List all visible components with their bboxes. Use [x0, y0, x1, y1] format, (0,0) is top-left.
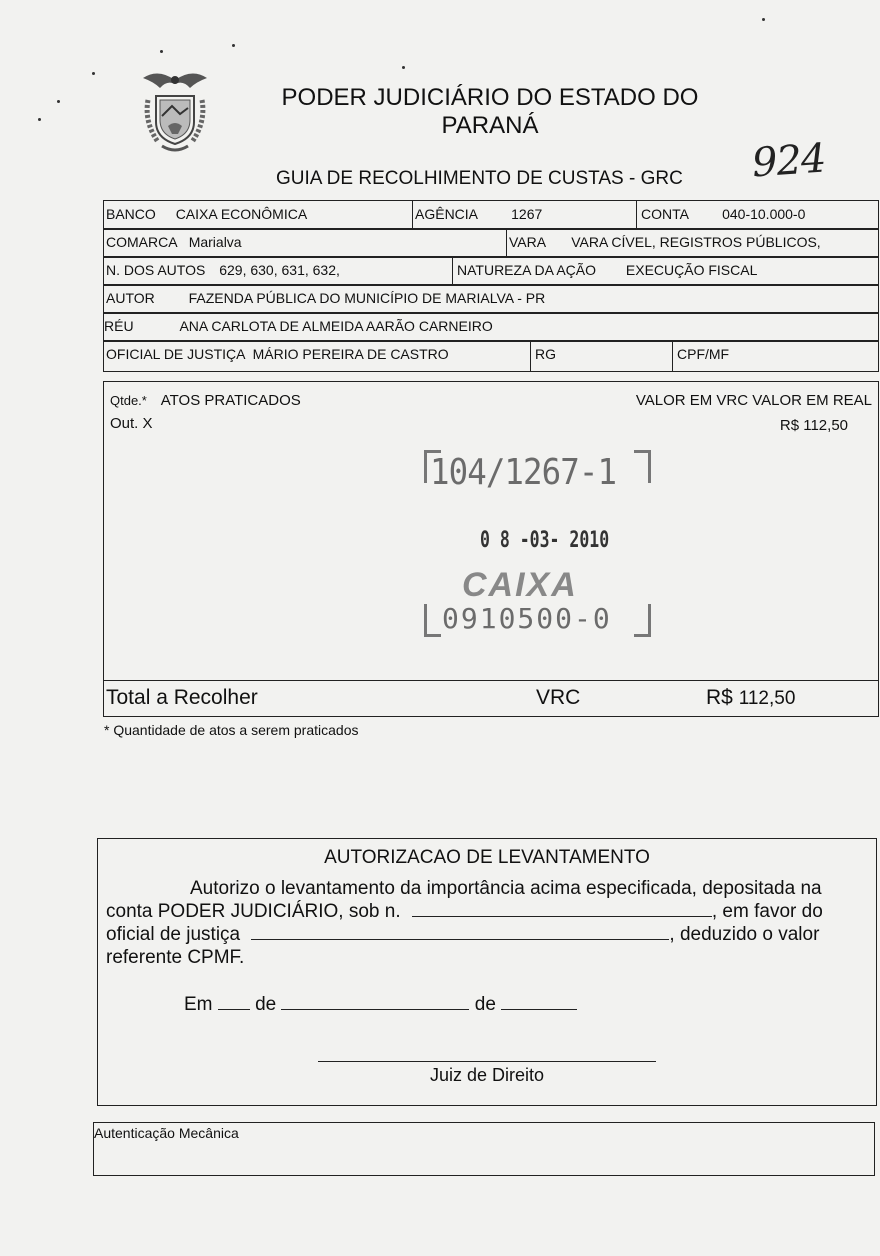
natureza-label: NATUREZA DA AÇÃO — [457, 262, 596, 278]
authorization-text-2b: , em favor do — [711, 901, 823, 922]
speck — [57, 100, 60, 103]
de-label-1: de — [255, 994, 277, 1015]
handwritten-number: 924 — [750, 135, 827, 187]
authorization-text-3a: oficial de justiça — [106, 924, 241, 945]
vara-value: VARA CÍVEL, REGISTROS PÚBLICOS, — [571, 234, 821, 250]
autor-value: FAZENDA PÚBLICA DO MUNICÍPIO DE MARIALVA - PR — [188, 290, 546, 306]
signature-label: Juiz de Direito — [429, 1065, 545, 1085]
stamp-number: 0910500-0 — [442, 602, 612, 635]
row-autos — [103, 256, 879, 286]
title-line-2: PARANÁ — [441, 112, 539, 139]
natureza-value: EXECUÇÃO FISCAL — [625, 262, 758, 278]
speck — [762, 18, 765, 21]
vara-label: VARA — [509, 234, 546, 250]
oficial-value: MÁRIO PEREIRA DE CASTRO — [252, 346, 449, 362]
title-line-1: PODER JUDICIÁRIO DO ESTADO DO — [281, 84, 699, 111]
autos-label: N. DOS AUTOS — [106, 262, 206, 278]
date-line — [184, 993, 577, 1016]
total-vrc: VRC — [536, 686, 581, 709]
mechanical-label: Autenticação Mecânica — [94, 1125, 239, 1141]
de-label-2: de — [474, 994, 496, 1015]
authorization-text-1: Autorizo o levantamento da importância acima especificada, depositada na — [190, 878, 822, 899]
row-comarca — [103, 228, 879, 258]
valor-header: VALOR EM VRC VALOR EM REAL — [635, 392, 872, 409]
row-reu — [103, 312, 879, 342]
authorization-box — [97, 838, 877, 1106]
atos-label: ATOS PRATICADOS — [160, 392, 301, 409]
speck — [232, 44, 235, 47]
day-line — [218, 993, 250, 1010]
authorization-title: AUTORIZACAO DE LEVANTAMENTO — [324, 847, 650, 868]
stamp-code: 104/1267-1 — [430, 452, 617, 493]
conta-label: CONTA — [641, 206, 689, 222]
authorization-text-2a: conta PODER JUDICIÁRIO, sob n. — [106, 901, 401, 922]
authorization-text-4: referente CPMF. — [106, 947, 245, 968]
conta-value: 040-10.000-0 — [722, 206, 806, 222]
mechanical-authentication-box — [93, 1122, 875, 1176]
speck — [160, 50, 163, 53]
item-qty: Out. X — [110, 415, 153, 432]
total-label: Total a Recolher — [106, 686, 258, 709]
autor-label: AUTOR — [106, 290, 155, 306]
cpf-label: CPF/MF — [677, 346, 730, 362]
row-oficial — [103, 340, 879, 372]
row-banco — [103, 200, 879, 230]
reu-value: ANA CARLOTA DE ALMEIDA AARÃO CARNEIRO — [179, 318, 493, 334]
account-number-line — [412, 900, 712, 917]
total-row — [103, 681, 879, 717]
comarca-value: Marialva — [188, 234, 242, 250]
stamp-bank: CAIXA — [462, 566, 578, 604]
row-autor — [103, 284, 879, 314]
em-label: Em — [184, 994, 213, 1015]
agencia-label: AGÊNCIA — [415, 206, 478, 222]
coat-of-arms-icon — [138, 66, 212, 156]
agencia-value: 1267 — [511, 206, 543, 222]
banco-value: CAIXA ECONÔMICA — [175, 206, 308, 222]
footnote: * Quantidade de atos a serem praticados — [104, 722, 359, 738]
authorization-text-3b: , deduzido o valor — [669, 924, 820, 945]
signature-line — [318, 1061, 656, 1062]
stamp-date: 0 8 -03- 2010 — [480, 528, 610, 553]
oficial-label: OFICIAL DE JUSTIÇA — [106, 346, 245, 362]
year-line — [501, 993, 577, 1010]
total-currency: R$ — [706, 686, 733, 709]
speck — [402, 66, 405, 69]
qtde-label: Qtde.* — [110, 393, 147, 408]
speck — [38, 118, 41, 121]
officer-name-line — [251, 923, 669, 940]
total-amount: 112,50 — [738, 688, 796, 709]
reu-label: RÉU — [104, 318, 134, 334]
speck — [92, 72, 95, 75]
page-subtitle: GUIA DE RECOLHIMENTO DE CUSTAS - GRC — [276, 168, 683, 189]
item-value: R$ 112,50 — [779, 417, 848, 434]
autos-value: 629, 630, 631, 632, — [219, 262, 340, 278]
rg-label: RG — [535, 346, 556, 362]
banco-label: BANCO — [106, 206, 156, 222]
comarca-label: COMARCA — [106, 234, 177, 250]
month-line — [281, 993, 469, 1010]
